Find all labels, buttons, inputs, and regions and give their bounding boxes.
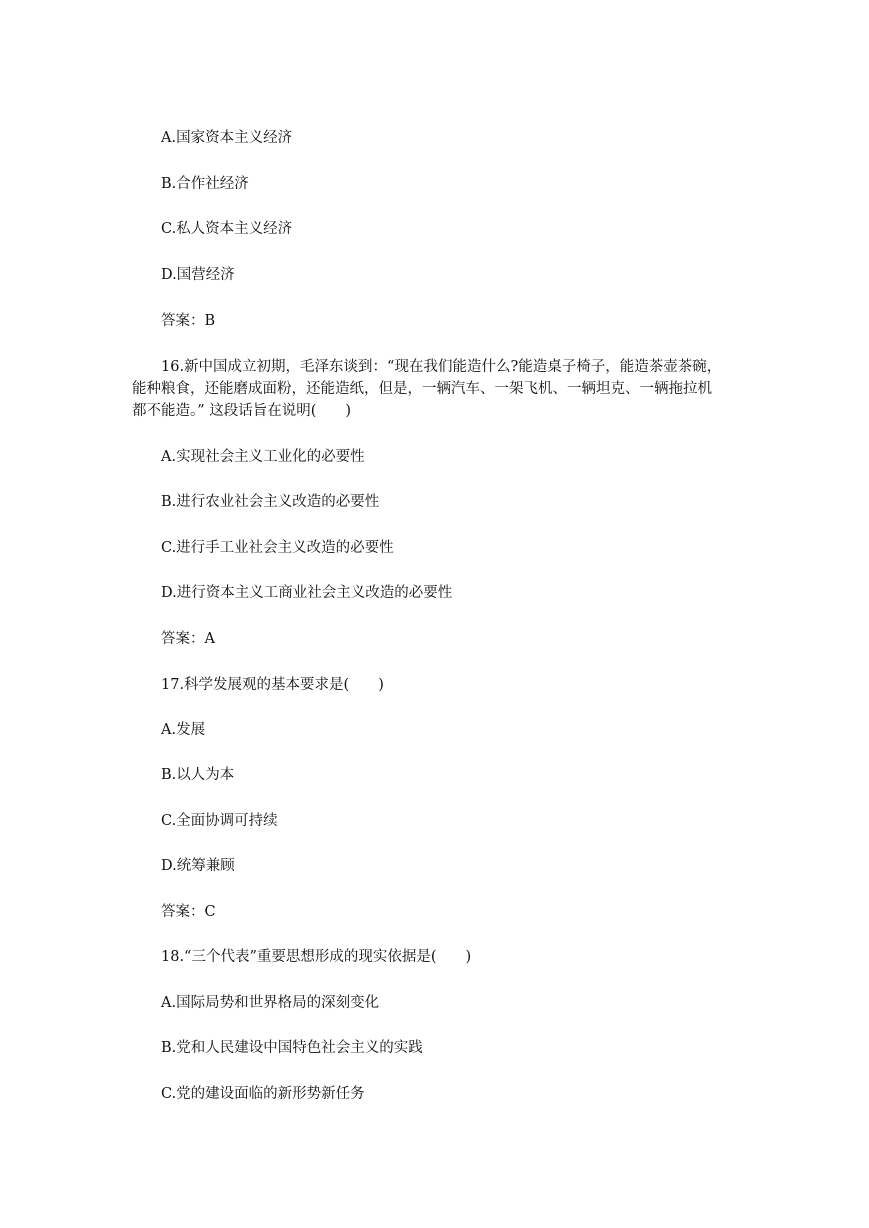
q15-option-d: D.国营经济 — [161, 267, 235, 283]
q17-option-d: D.统筹兼顾 — [161, 858, 235, 874]
q16-option-c: C.进行手工业社会主义改造的必要性 — [161, 540, 394, 556]
q16-stem-line-2: 能种粮食，还能磨成面粉，还能造纸，但是，一辆汽车、一架飞机、一辆坦克、一辆拖拉机 — [132, 381, 712, 397]
q17-option-b: B.以人为本 — [161, 767, 235, 783]
q16-stem — [132, 356, 752, 422]
q15-option-b: B.合作社经济 — [161, 176, 249, 192]
q17-option-a: A.发展 — [161, 722, 206, 738]
q16-stem-line-1: 16.新中国成立初期，毛泽东谈到：“现在我们能造什么?能造桌子椅子，能造茶壶茶碗， — [161, 359, 722, 375]
q15-answer: 答案：B — [161, 313, 216, 329]
q17-stem: 17.科学发展观的基本要求是( ) — [161, 677, 384, 693]
q18-option-b: B.党和人民建设中国特色社会主义的实践 — [161, 1040, 423, 1056]
q15-option-a: A.国家资本主义经济 — [161, 130, 293, 146]
q16-stem-line-3: 都不能造。” 这段话旨在说明( ) — [132, 403, 352, 419]
q18-option-c: C.党的建设面临的新形势新任务 — [161, 1086, 365, 1102]
q16-answer: 答案：A — [161, 631, 215, 647]
q18-stem: 18.“三个代表”重要思想形成的现实依据是( ) — [161, 949, 472, 965]
q16-option-b: B.进行农业社会主义改造的必要性 — [161, 494, 380, 510]
q16-option-a: A.实现社会主义工业化的必要性 — [161, 449, 365, 465]
q15-option-c: C.私人资本主义经济 — [161, 221, 293, 237]
q17-option-c: C.全面协调可持续 — [161, 813, 278, 829]
q17-answer: 答案：C — [161, 904, 216, 920]
q18-option-a: A.国际局势和世界格局的深刻变化 — [161, 995, 380, 1011]
q16-option-d: D.进行资本主义工商业社会主义改造的必要性 — [161, 585, 453, 601]
